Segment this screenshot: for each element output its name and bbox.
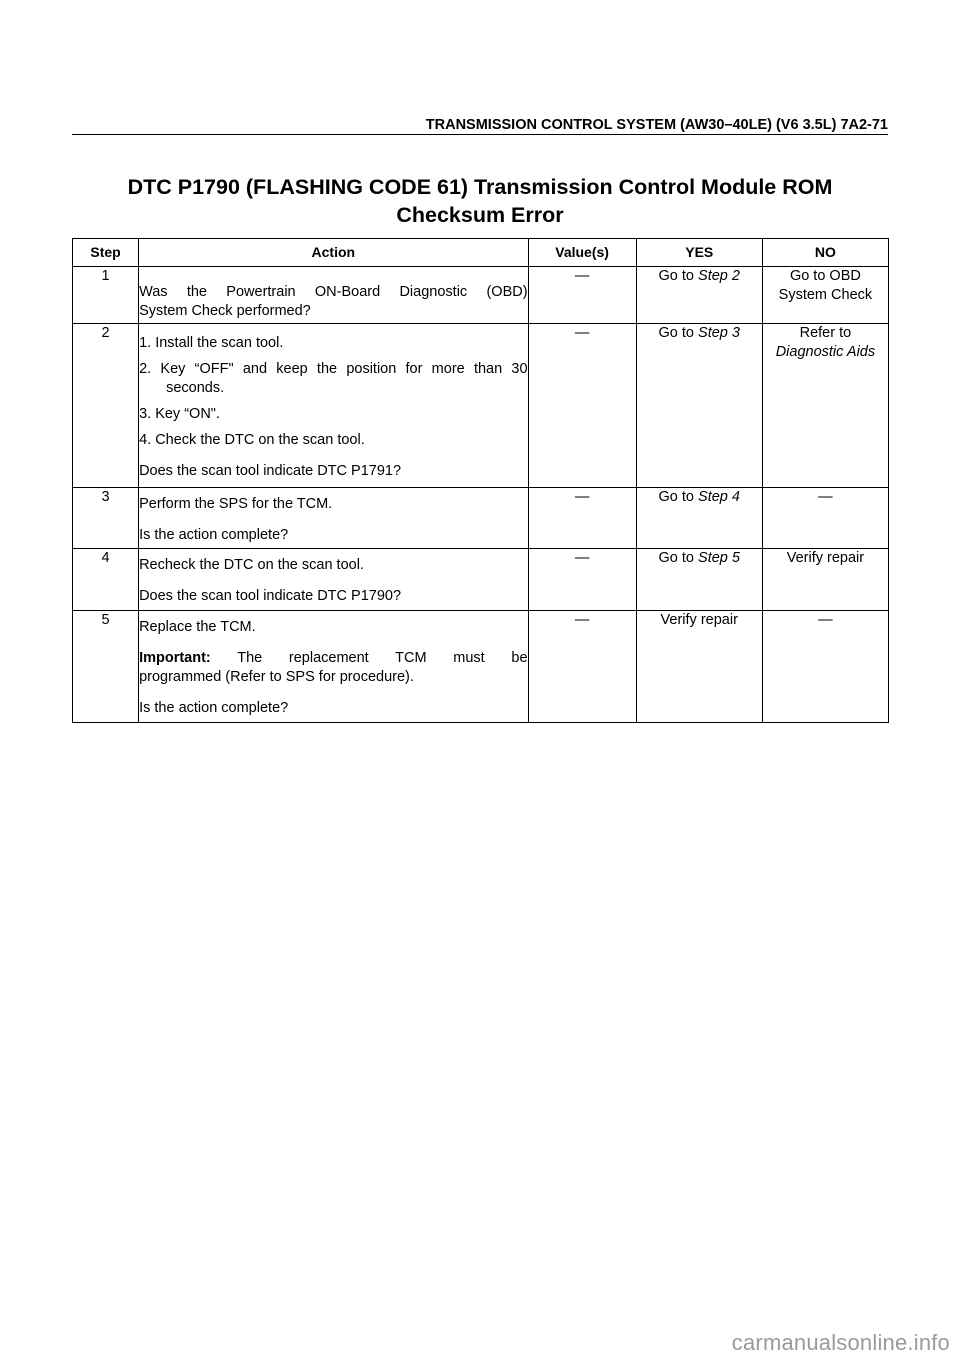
yes-step-link[interactable]: Step 4 bbox=[698, 489, 740, 505]
value-cell: — bbox=[528, 267, 636, 324]
no-line1: Refer to bbox=[799, 325, 852, 341]
page-title bbox=[72, 173, 888, 229]
table-row bbox=[73, 549, 889, 611]
watermark: carmanualsonline.info bbox=[731, 1330, 950, 1355]
important-note-line1 bbox=[139, 649, 527, 668]
yes-cell bbox=[636, 324, 762, 488]
action-instruction: Perform the SPS for the TCM. bbox=[139, 496, 333, 512]
action-cell bbox=[139, 611, 528, 723]
list-item: 3. Key “ON". bbox=[139, 406, 220, 422]
list-item: 1. Install the scan tool. bbox=[139, 335, 284, 351]
step-number: 2 bbox=[73, 324, 139, 488]
list-item: 4. Check the DTC on the scan tool. bbox=[139, 432, 365, 448]
yes-prefix: Go to bbox=[658, 268, 699, 284]
running-header: TRANSMISSION CONTROL SYSTEM (AW30–40LE) (V6 3.5L) 7A2-71 bbox=[425, 117, 888, 133]
diagnostic-table bbox=[72, 238, 889, 723]
page-title-line1: DTC P1790 (FLASHING CODE 61) Transmission Control Module ROM bbox=[127, 175, 833, 199]
diagnostic-aids-link[interactable]: Diagnostic Aids bbox=[775, 344, 876, 360]
value-cell: — bbox=[528, 324, 636, 488]
no-cell bbox=[762, 324, 888, 488]
step-number: 4 bbox=[73, 549, 139, 611]
action-instruction: Replace the TCM. bbox=[139, 619, 256, 635]
value-cell: — bbox=[528, 611, 636, 723]
no-line1: Go to OBD bbox=[789, 268, 861, 284]
step-number: 1 bbox=[73, 267, 139, 324]
action-question: Does the scan tool indicate DTC P1791? bbox=[139, 463, 402, 479]
value-cell: — bbox=[528, 549, 636, 611]
step-number: 5 bbox=[73, 611, 139, 723]
header-no: NO bbox=[762, 239, 888, 267]
header-action: Action bbox=[139, 239, 528, 267]
table-header-row bbox=[73, 239, 889, 267]
table-row bbox=[73, 324, 889, 488]
no-cell: — bbox=[762, 611, 888, 723]
action-question-line2: System Check performed? bbox=[139, 303, 311, 319]
list-item: 2. Key “OFF" and keep the position for more than 30 seconds. bbox=[139, 361, 528, 396]
value-cell: — bbox=[528, 488, 636, 549]
action-question-line1: Was the Powertrain ON-Board Diagnostic (OBD) bbox=[139, 284, 528, 300]
action-cell bbox=[139, 549, 528, 611]
header-values: Value(s) bbox=[528, 239, 636, 267]
header-step: Step bbox=[73, 239, 139, 267]
yes-cell bbox=[636, 488, 762, 549]
action-question: Is the action complete? bbox=[139, 700, 289, 716]
header-rule bbox=[72, 134, 888, 135]
table-row bbox=[73, 267, 889, 324]
yes-prefix: Go to bbox=[658, 550, 699, 566]
no-cell: Verify repair bbox=[762, 549, 888, 611]
action-cell bbox=[139, 324, 528, 488]
page-title-line2: Checksum Error bbox=[396, 203, 564, 227]
yes-cell: Verify repair bbox=[636, 611, 762, 723]
yes-step-link[interactable]: Step 5 bbox=[698, 550, 740, 566]
no-cell: — bbox=[762, 488, 888, 549]
header-yes: YES bbox=[636, 239, 762, 267]
action-instruction: Recheck the DTC on the scan tool. bbox=[139, 557, 364, 573]
action-question: Is the action complete? bbox=[139, 527, 289, 543]
table-row bbox=[73, 488, 889, 549]
action-question: Does the scan tool indicate DTC P1790? bbox=[139, 588, 402, 604]
yes-prefix: Go to bbox=[658, 325, 699, 341]
procedure-list bbox=[139, 334, 527, 450]
yes-prefix: Go to bbox=[658, 489, 699, 505]
action-cell bbox=[139, 267, 528, 324]
important-text-line2: programmed (Refer to SPS for procedure). bbox=[139, 669, 414, 685]
yes-step-link[interactable]: Step 3 bbox=[698, 325, 740, 341]
yes-cell bbox=[636, 549, 762, 611]
yes-step-link[interactable]: Step 2 bbox=[698, 268, 740, 284]
no-cell bbox=[762, 267, 888, 324]
action-cell bbox=[139, 488, 528, 549]
important-text-line1: The replacement TCM must be bbox=[237, 650, 528, 666]
no-line2: System Check bbox=[778, 287, 873, 303]
yes-cell bbox=[636, 267, 762, 324]
no-line2 bbox=[763, 343, 888, 362]
important-label: Important: bbox=[139, 650, 211, 666]
table-row bbox=[73, 611, 889, 723]
step-number: 3 bbox=[73, 488, 139, 549]
